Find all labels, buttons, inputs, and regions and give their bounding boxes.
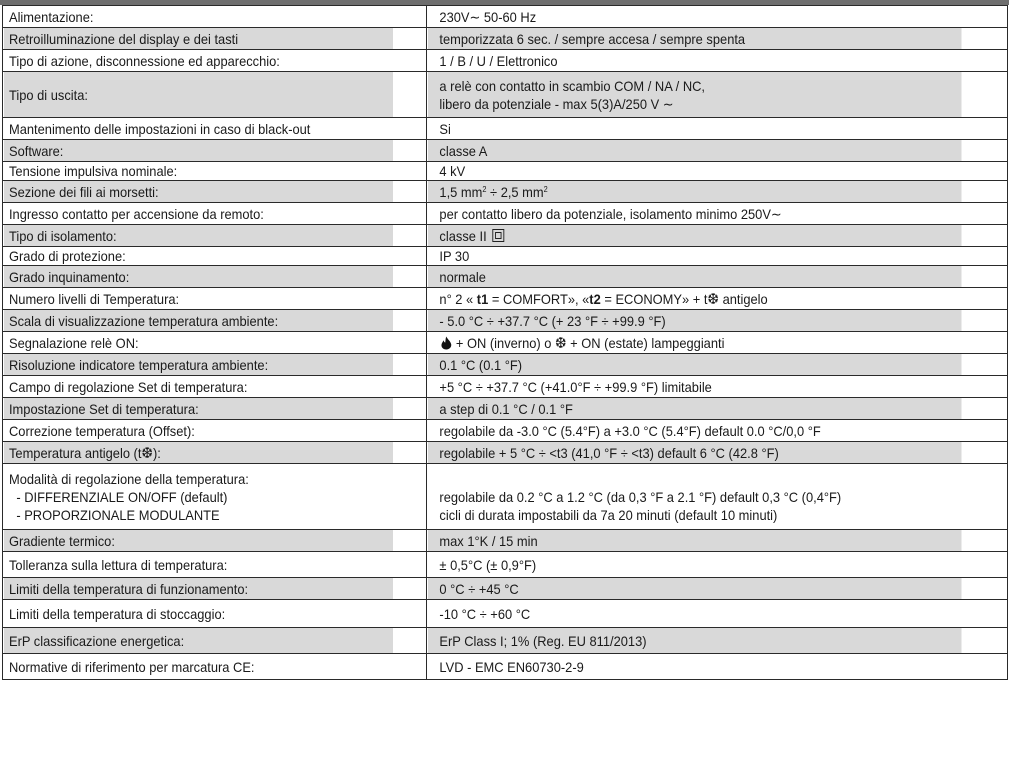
spec-label: Tipo di isolamento: [3, 225, 393, 247]
antifreeze-label: ): [152, 444, 161, 461]
flame-icon [439, 336, 452, 350]
spec-label: Impostazione Set di temperatura: [3, 398, 393, 420]
levels-text: antigelo [718, 290, 768, 307]
spec-label: Numero livelli di Temperatura: [3, 288, 393, 310]
table-row [3, 600, 1008, 628]
spec-value-line: a relè con contatto in scambio COM / NA / NC, [438, 77, 705, 94]
t2-label: t2 [588, 290, 601, 307]
spec-value: - 5.0 °C ÷ +37.7 °C (+ 23 °F ÷ +99.9 °F) [427, 310, 962, 332]
spec-value [427, 332, 962, 354]
spec-value: regolabile + 5 °C ÷ <t3 (41,0 °F ÷ <t3) default 6 °C (42.8 °F) [427, 442, 962, 464]
snowflake-icon: ❆ [554, 334, 567, 352]
spec-label: Limiti della temperatura di funzionamento: [3, 578, 393, 600]
spec-value-line: libero da potenziale - max 5(3)A/250 V ∼ [438, 95, 674, 112]
table-row [3, 332, 1008, 354]
spec-label: Risoluzione indicatore temperatura ambiente: [3, 354, 393, 376]
levels-text: = ECONOMY» + t [600, 290, 707, 307]
table-row [3, 72, 1008, 118]
spec-value: Si [427, 118, 962, 140]
superscript: 2 [481, 184, 486, 194]
table-row [3, 310, 1008, 332]
levels-text: = COMFORT», « [487, 290, 589, 307]
spec-label: Campo di regolazione Set di temperatura: [3, 376, 393, 398]
table-row [3, 552, 1008, 578]
table-row [3, 420, 1008, 442]
table-row [3, 247, 1008, 266]
spec-value: ± 0,5°C (± 0,9°F) [427, 552, 962, 578]
spec-label: Correzione temperatura (Offset): [3, 420, 393, 442]
table-row [3, 181, 1008, 203]
table-row [3, 288, 1008, 310]
spec-value: LVD - EMC EN60730-2-9 [427, 654, 962, 680]
t1-label: t1 [476, 290, 488, 307]
spec-value: temporizzata 6 sec. / sempre accesa / sempre spenta [427, 28, 962, 50]
spec-value [427, 181, 962, 203]
spec-label: Gradiente termico: [3, 530, 393, 552]
relay-text: + ON (estate) lampeggianti [566, 334, 724, 351]
spec-label: Ingresso contatto per accensione da remoto: [3, 203, 393, 225]
spec-label: Grado inquinamento: [3, 266, 393, 288]
spec-label: Limiti della temperatura di stoccaggio: [3, 600, 393, 628]
spec-value: 230V∼ 50-60 Hz [427, 6, 962, 28]
spec-label: Tolleranza sulla lettura di temperatura: [3, 552, 393, 578]
table-row [3, 354, 1008, 376]
spec-label-line: - PROPORZIONALE MODULANTE [15, 506, 220, 523]
table-row [3, 28, 1008, 50]
table-row [3, 628, 1008, 654]
spec-label: Tipo di azione, disconnessione ed apparecchio: [3, 50, 393, 72]
spec-value: 4 kV [427, 162, 962, 181]
table-row [3, 530, 1008, 552]
table-row [3, 654, 1008, 680]
relay-text: + ON (inverno) o [451, 334, 555, 351]
table-row [3, 376, 1008, 398]
table-row [3, 398, 1008, 420]
wire-section-max: ÷ 2,5 mm [485, 183, 544, 200]
spec-label [3, 442, 393, 464]
spec-value-line [439, 470, 961, 488]
table-row [3, 225, 1008, 247]
spec-value: 1 / B / U / Elettronico [427, 50, 962, 72]
snowflake-icon: ❆ [706, 290, 719, 308]
spec-label: Software: [3, 140, 393, 162]
snowflake-icon: ❆ [140, 444, 153, 462]
spec-value: IP 30 [427, 247, 962, 266]
spec-label-line: Modalità di regolazione della temperatura: [8, 470, 249, 487]
spec-value: max 1°K / 15 min [427, 530, 962, 552]
spec-value [427, 225, 962, 247]
table-row [3, 266, 1008, 288]
spec-label: Normative di riferimento per marcatura CE: [3, 654, 393, 680]
spec-value [427, 464, 962, 530]
spec-label [3, 464, 393, 530]
spec-value: -10 °C ÷ +60 °C [427, 600, 962, 628]
spec-label: Segnalazione relè ON: [3, 332, 393, 354]
spec-label: ErP classificazione energetica: [3, 628, 393, 654]
spec-value: 0.1 °C (0.1 °F) [427, 354, 962, 376]
table-row [3, 464, 1008, 530]
spec-label-line: - DIFFERENZIALE ON/OFF (default) [15, 488, 227, 505]
superscript: 2 [543, 184, 548, 194]
spec-value: a step di 0.1 °C / 0.1 °F [427, 398, 962, 420]
spec-value [427, 72, 962, 118]
specifications-table [2, 5, 1008, 680]
spec-value: classe A [427, 140, 962, 162]
table-row [3, 442, 1008, 464]
spec-value: 0 °C ÷ +45 °C [427, 578, 962, 600]
spec-label: Scala di visualizzazione temperatura ambiente: [3, 310, 393, 332]
spec-label: Mantenimento delle impostazioni in caso di black-out [3, 118, 393, 140]
spec-value: per contatto libero da potenziale, isolamento minimo 250V∼ [427, 203, 962, 225]
spec-label: Sezione dei fili ai morsetti: [3, 181, 393, 203]
spec-value: regolabile da -3.0 °C (5.4°F) a +3.0 °C (5.4°F) default 0.0 °C/0,0 °F [427, 420, 962, 442]
spec-value: +5 °C ÷ +37.7 °C (+41.0°F ÷ +99.9 °F) limitabile [427, 376, 962, 398]
table-row [3, 203, 1008, 225]
spec-value-line: regolabile da 0.2 °C a 1.2 °C (da 0,3 °F a 2.1 °F) default 0,3 °C (0,4°F) [438, 488, 841, 505]
spec-label: Alimentazione: [3, 6, 393, 28]
wire-section-min: 1,5 mm [438, 183, 482, 200]
spec-label: Tipo di uscita: [3, 72, 393, 118]
table-row [3, 578, 1008, 600]
spec-label: Retroilluminazione del display e dei tasti [3, 28, 393, 50]
spec-label: Tensione impulsiva nominale: [3, 162, 393, 181]
table-row [3, 162, 1008, 181]
spec-value: ErP Class I; 1% (Reg. EU 811/2013) [427, 628, 962, 654]
insulation-class: classe II [438, 227, 487, 244]
table-row [3, 50, 1008, 72]
antifreeze-label: Temperatura antigelo (t [8, 444, 141, 461]
table-row [3, 140, 1008, 162]
spec-value-line: cicli di durata impostabili da 7a 20 minuti (default 10 minuti) [438, 506, 777, 523]
spec-value [427, 288, 962, 310]
spec-label: Grado di protezione: [3, 247, 393, 266]
table-row [3, 118, 1008, 140]
spec-value: normale [427, 266, 962, 288]
class-ii-symbol-icon [492, 229, 504, 242]
table-row [3, 6, 1008, 28]
levels-text: n° 2 « [438, 290, 477, 307]
